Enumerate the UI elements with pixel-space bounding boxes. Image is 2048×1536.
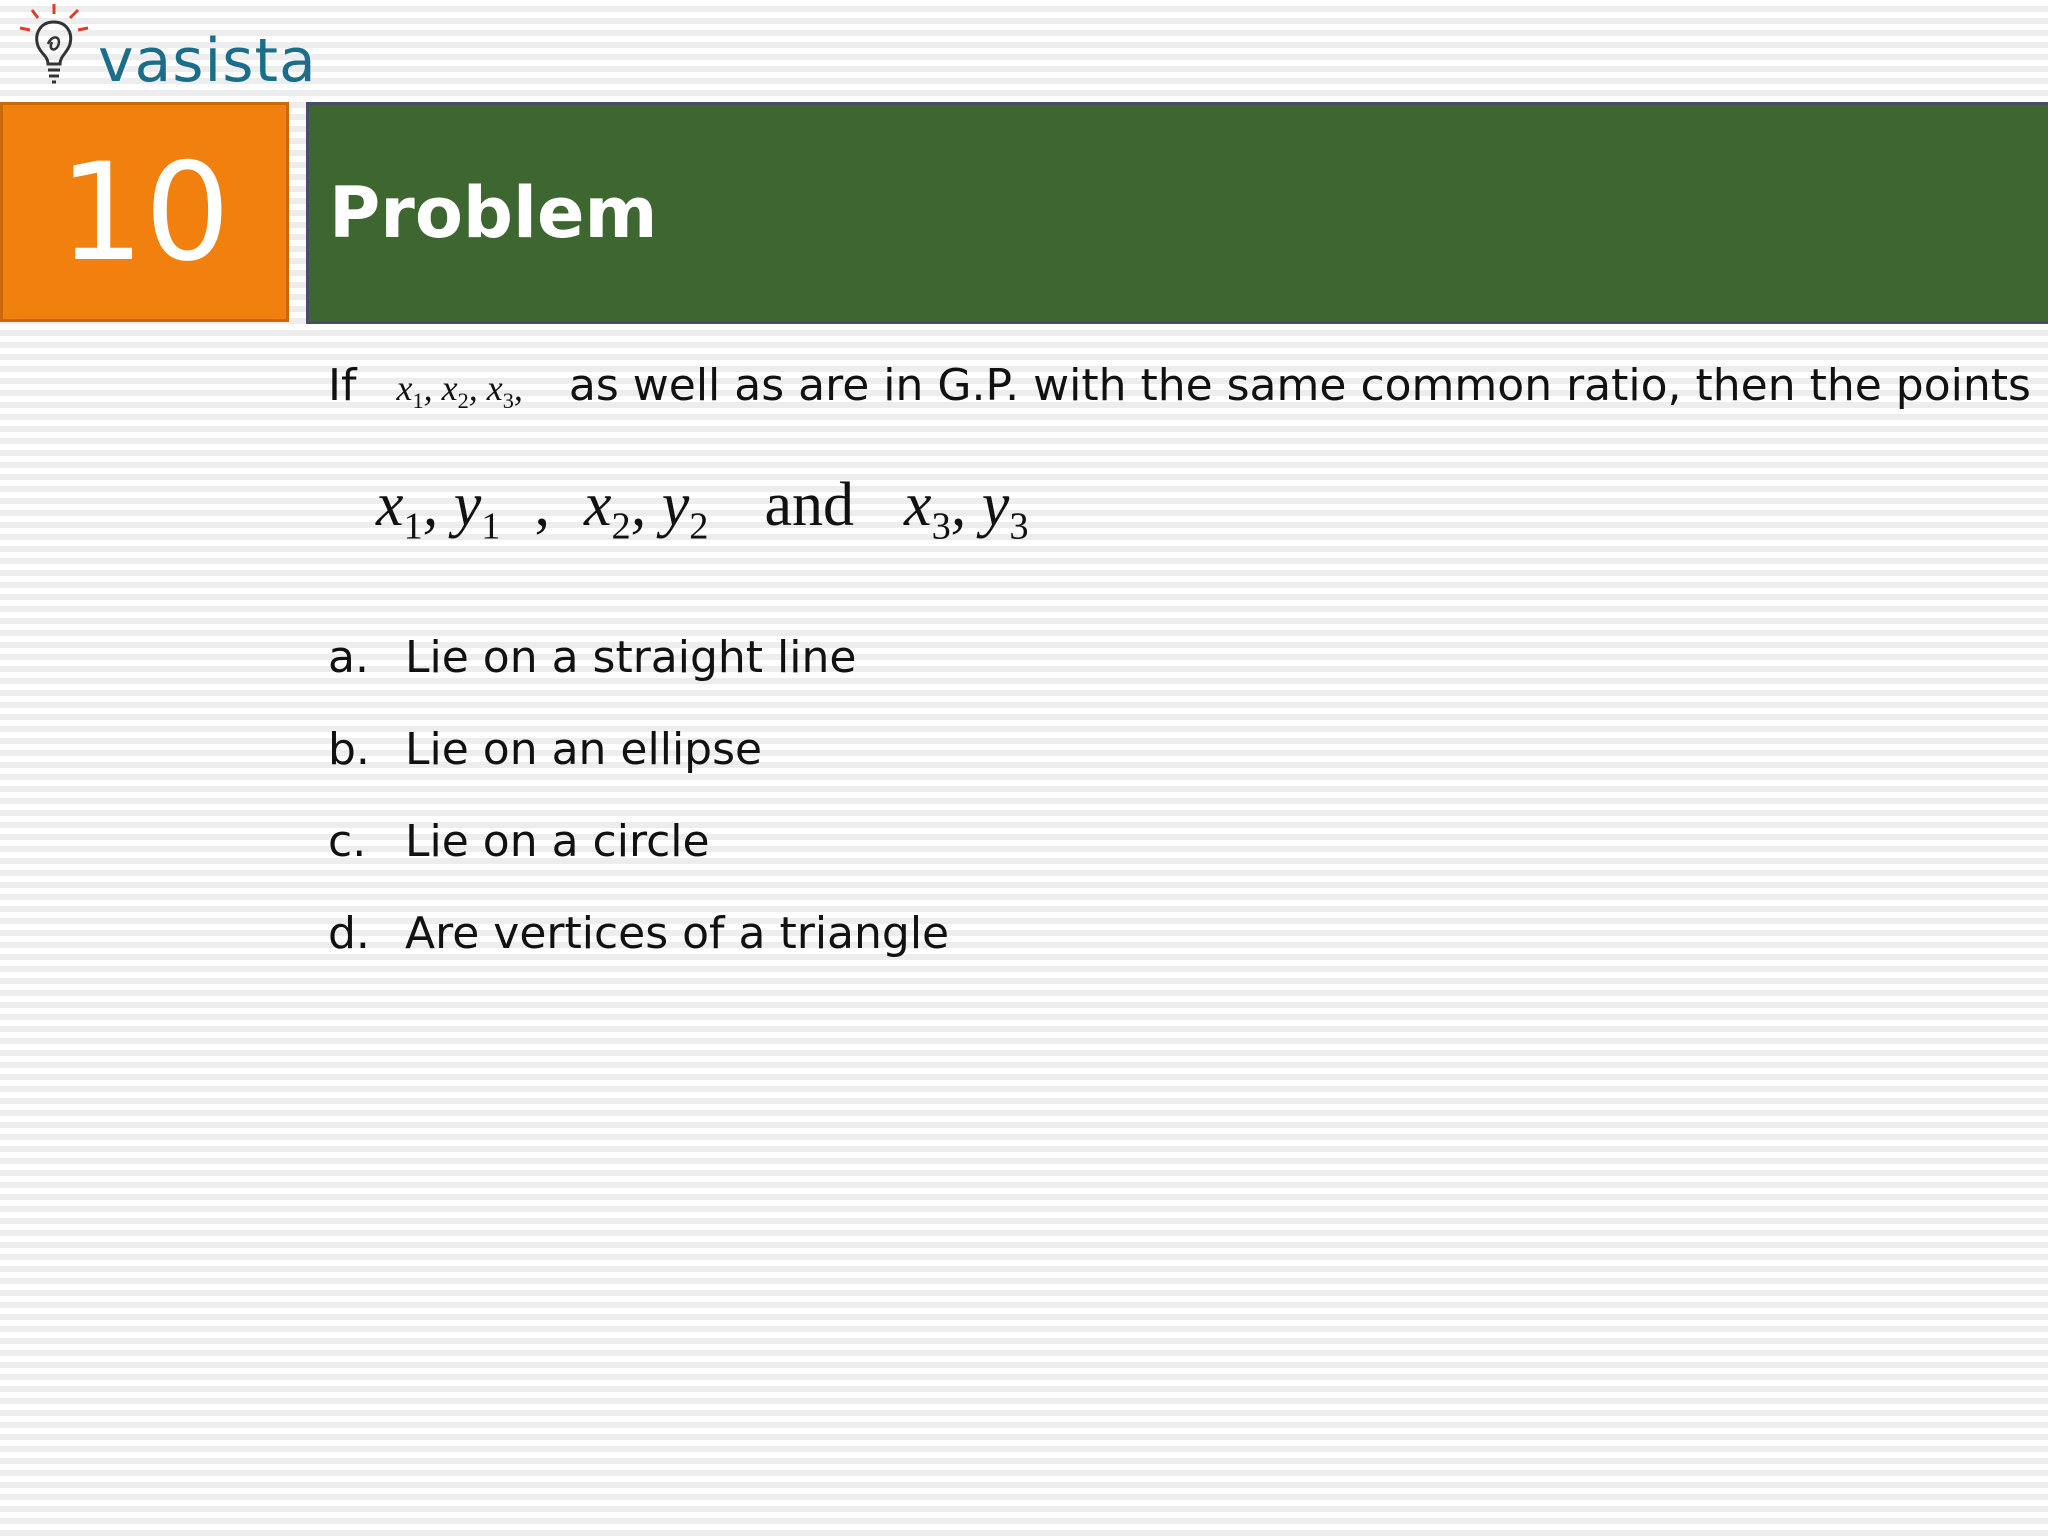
option-letter: a. <box>328 632 369 683</box>
option-text: Lie on a circle <box>405 816 710 867</box>
option-text: Lie on a straight line <box>405 632 857 683</box>
option-a[interactable] <box>328 632 949 724</box>
option-letter: c. <box>328 816 367 867</box>
slide-number: 10 <box>58 133 231 291</box>
point-1: $x_1$, $y_1$ <box>376 471 501 548</box>
question-line <box>328 360 2031 414</box>
slide-number-box <box>0 102 289 322</box>
option-letter: b. <box>328 724 370 775</box>
point-2: $x_2$, $y_2$ <box>584 471 709 548</box>
title-bar <box>306 102 2048 324</box>
and-word: and <box>764 471 855 539</box>
option-text: Are vertices of a triangle <box>405 908 950 959</box>
vasista-logo <box>18 4 317 100</box>
option-b[interactable] <box>328 724 949 816</box>
question-text: as well as are in G.P. with the same common ratio, then the points <box>568 360 2031 411</box>
if-word: If <box>328 360 357 411</box>
options-list <box>328 632 949 1000</box>
points-expression <box>376 470 1029 548</box>
comma-separator: , <box>534 471 550 539</box>
lightbulb-icon <box>18 4 98 94</box>
slide-title: Problem <box>329 172 658 254</box>
logo-text: vasista <box>98 26 317 96</box>
gp-x-sequence: $x_1$, $x_2$, $x_3$, <box>396 368 523 414</box>
option-d[interactable] <box>328 908 949 1000</box>
option-text: Lie on an ellipse <box>405 724 763 775</box>
point-3: $x_3$, $y_3$ <box>904 471 1029 548</box>
option-c[interactable] <box>328 816 949 908</box>
option-letter: d. <box>328 908 370 959</box>
